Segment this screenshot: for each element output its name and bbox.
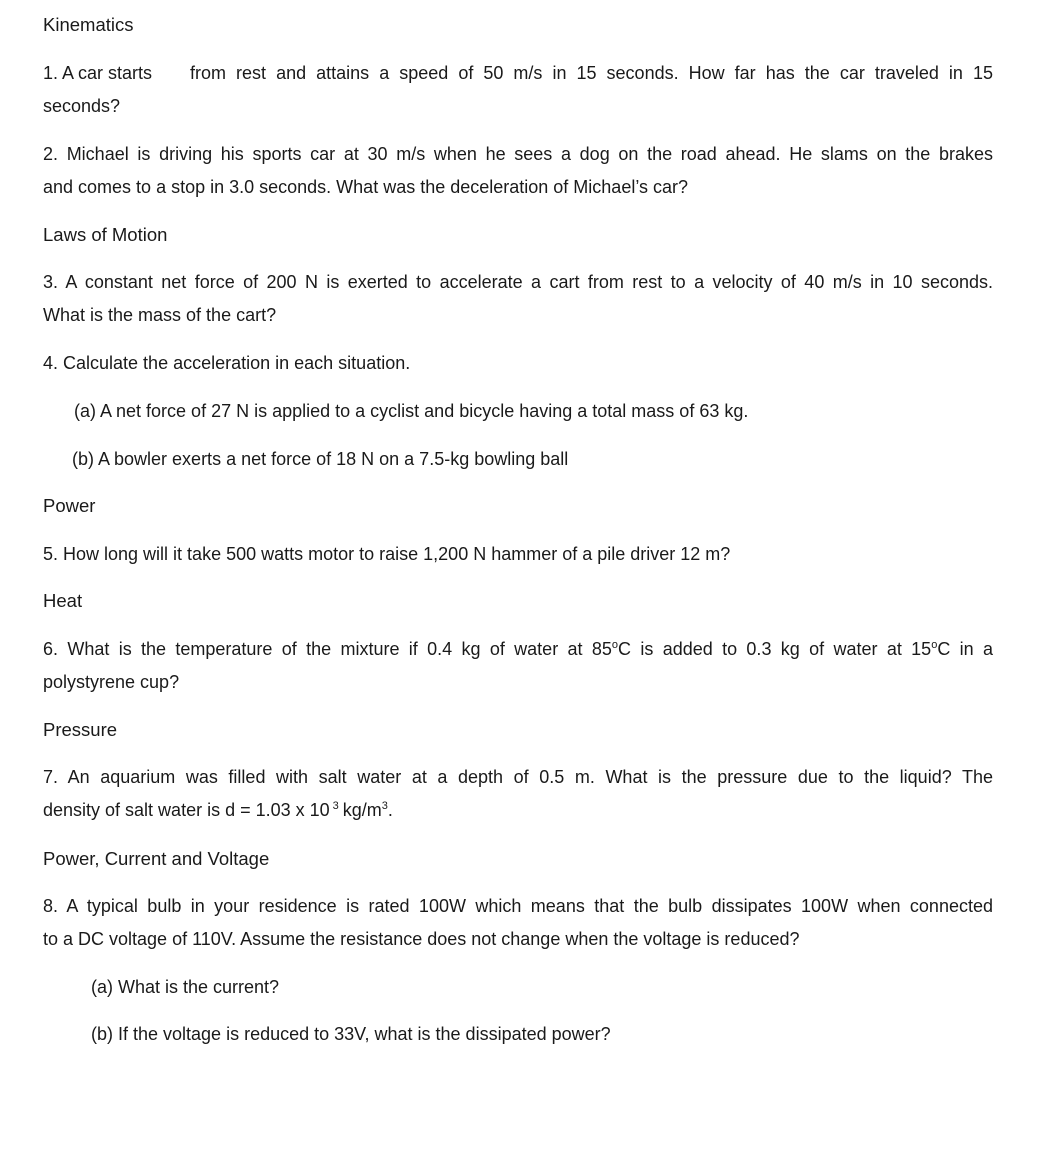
section-heading-power-current-voltage: Power, Current and Voltage xyxy=(43,848,270,869)
question-3-line-2: What is the mass of the cart? xyxy=(43,305,277,325)
question-7-text-a: density of salt water is d = 1.03 x 10 xyxy=(43,800,330,820)
question-7-line-1: 7. An aquarium was filled with salt water at a depth of 0.5 m. What is the pressure due to the liquid? The xyxy=(43,767,993,787)
question-4a: (a) A net force of 27 N is applied to a cyclist and bicycle having a total mass of 63 kg. xyxy=(74,401,749,421)
section-heading-laws-of-motion: Laws of Motion xyxy=(43,224,168,245)
section-heading-pressure: Pressure xyxy=(43,719,118,740)
exponent: 3 xyxy=(332,800,339,812)
section-heading-kinematics: Kinematics xyxy=(43,14,134,35)
degree-symbol: o xyxy=(611,639,619,651)
question-6-line-1 xyxy=(43,639,993,660)
question-7-line-2 xyxy=(43,800,393,821)
question-8-line-2: to a DC voltage of 110V. Assume the resistance does not change when the voltage is reduced? xyxy=(43,929,800,949)
question-1-line-1 xyxy=(43,63,152,84)
question-6-line-2: polystyrene cup? xyxy=(43,672,180,692)
question-1-line-2: seconds? xyxy=(43,96,121,116)
question-6-text-c: C in a xyxy=(937,639,993,659)
question-2-line-1: 2. Michael is driving his sports car at 30 m/s when he sees a dog on the road ahead. He slams on the brakes xyxy=(43,144,993,164)
question-3-line-1: 3. A constant net force of 200 N is exerted to accelerate a cart from rest to a velocity of 40 m/s in 10 seconds. xyxy=(43,272,993,292)
question-6-text-b: C is added to 0.3 kg of water at 15 xyxy=(618,639,932,659)
question-5: 5. How long will it take 500 watts motor to raise 1,200 N hammer of a pile driver 12 m? xyxy=(43,544,731,564)
question-1-text: from rest and attains a speed of 50 m/s in 15 seconds. How far has the car traveled in 15 xyxy=(190,63,993,83)
question-7-unit: kg/m xyxy=(342,800,382,820)
question-6-text-a: 6. What is the temperature of the mixture if 0.4 kg of water at 85 xyxy=(43,639,612,659)
section-heading-power: Power xyxy=(43,495,96,516)
question-1-line-1-rest xyxy=(190,63,993,84)
degree-symbol: o xyxy=(931,639,938,651)
question-1-start: 1. A car starts xyxy=(43,63,153,83)
question-8-line-1: 8. A typical bulb in your residence is rated 100W which means that the bulb dissipates 100W when connected xyxy=(43,896,993,916)
question-7-period: . xyxy=(387,800,393,820)
question-8a: (a) What is the current? xyxy=(91,977,280,997)
question-4b: (b) A bowler exerts a net force of 18 N on a 7.5-kg bowling ball xyxy=(72,449,569,469)
question-4: 4. Calculate the acceleration in each situation. xyxy=(43,353,411,373)
section-heading-heat: Heat xyxy=(43,590,83,611)
question-2-line-2: and comes to a stop in 3.0 seconds. What was the deceleration of Michael’s car? xyxy=(43,177,689,197)
question-8b: (b) If the voltage is reduced to 33V, what is the dissipated power? xyxy=(91,1024,611,1044)
exponent: 3 xyxy=(381,800,388,812)
